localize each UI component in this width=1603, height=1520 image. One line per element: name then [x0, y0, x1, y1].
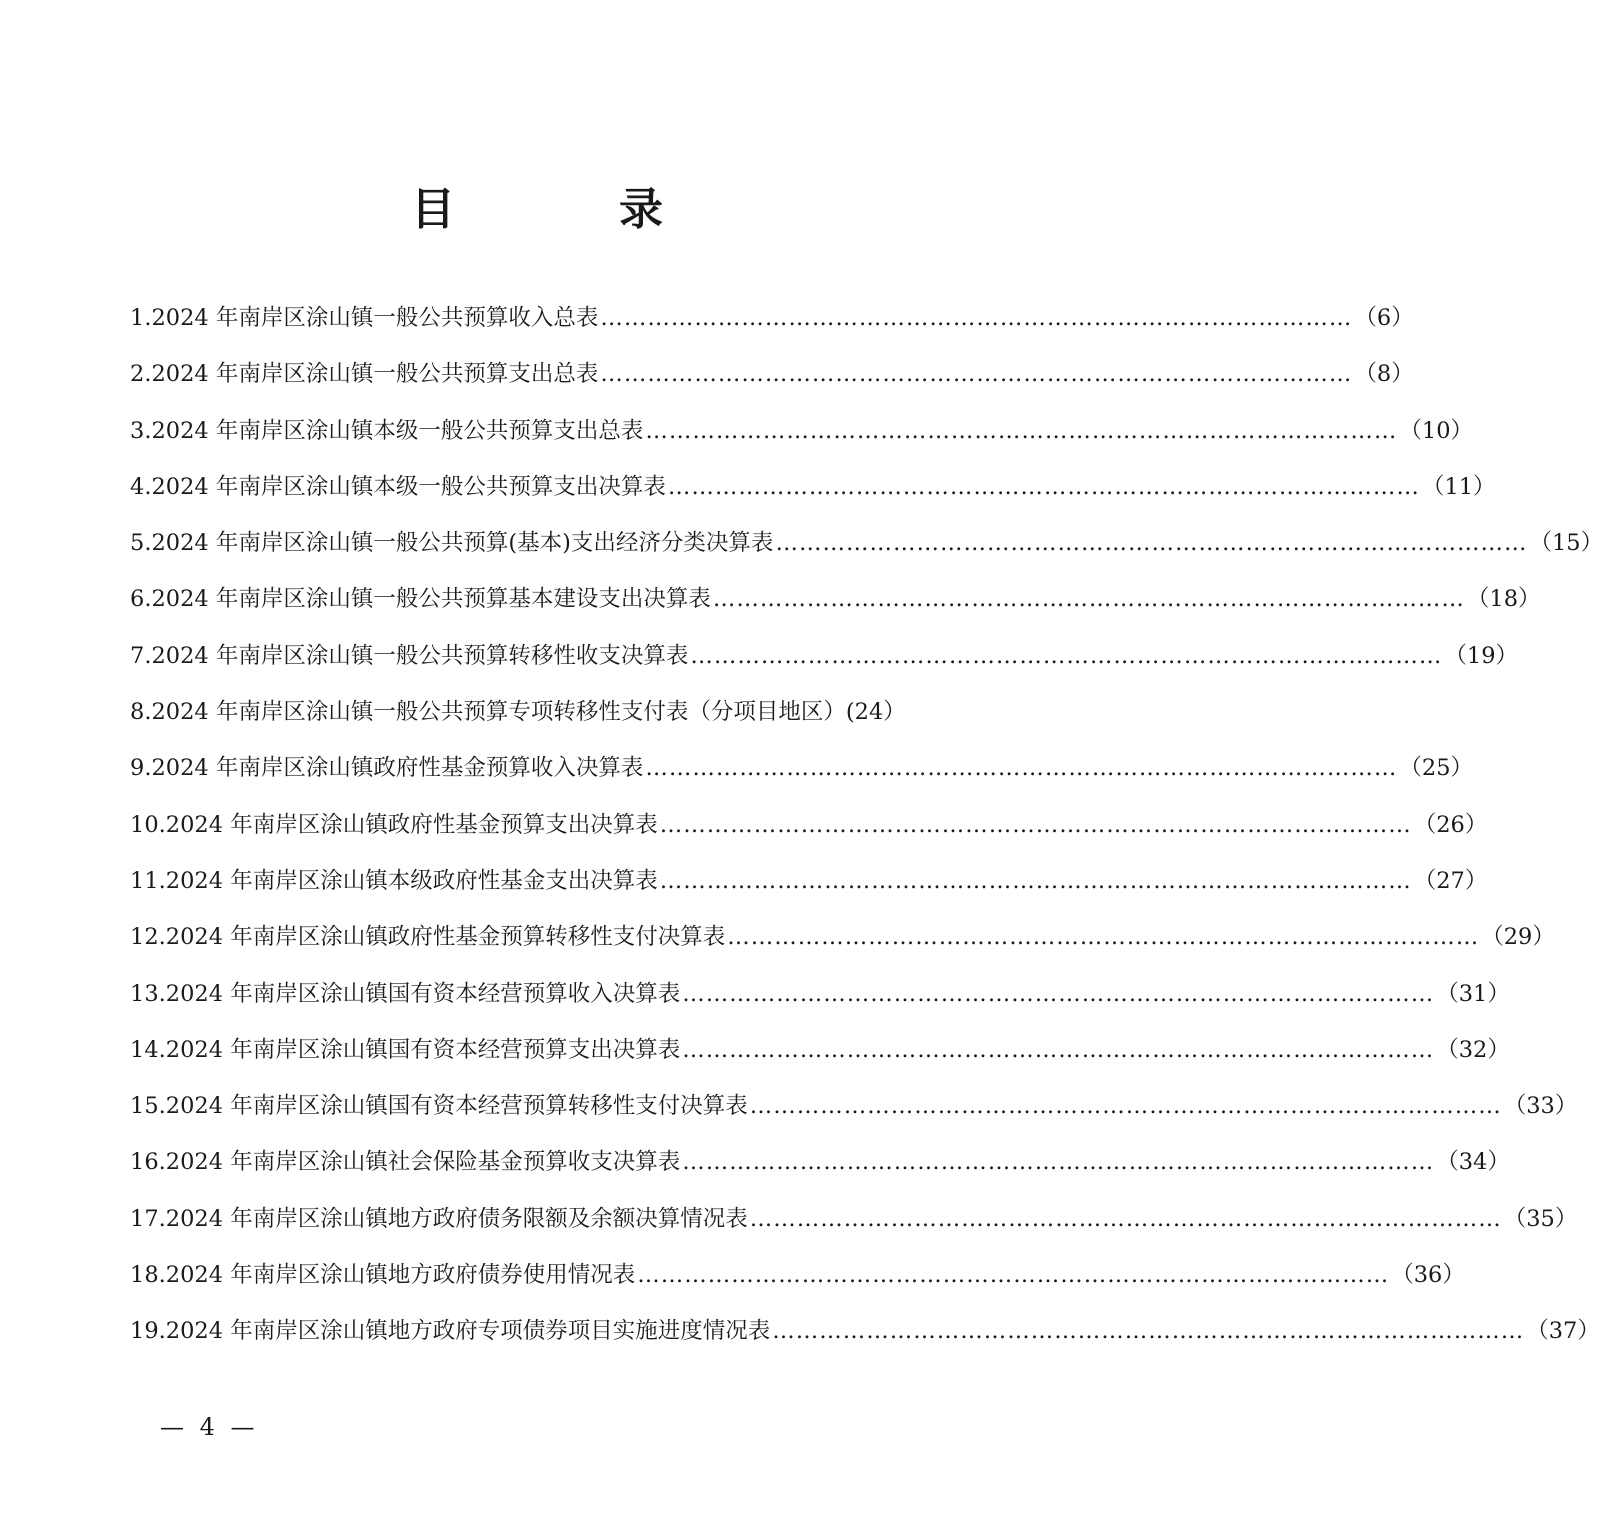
toc-entry	[130, 403, 1474, 459]
toc-page-number: （37）	[1526, 1318, 1600, 1345]
toc-entry	[130, 684, 950, 740]
toc-page-number: （35）	[1503, 1205, 1578, 1232]
table-of-contents	[130, 290, 1603, 1360]
toc-entry	[130, 1247, 1465, 1303]
toc-entry-title: 6.2024 年南岸区涂山镇一般公共预算基本建设支出决算表	[130, 586, 711, 613]
toc-dot-leader: ……………………………………………………………………………………	[637, 1262, 1390, 1289]
toc-page-number: （10）	[1399, 417, 1474, 444]
toc-entry-title: 4.2024 年南岸区涂山镇本级一般公共预算支出决算表	[130, 473, 666, 500]
toc-page-number: （6）	[1354, 305, 1414, 331]
toc-page-number: （8）	[1354, 361, 1414, 388]
toc-page-number: （32）	[1436, 1036, 1510, 1063]
toc-dot-leader: ……………………………………………………………………………………	[659, 811, 1412, 838]
toc-page-number: (24）	[845, 699, 906, 726]
toc-entry-title: 13.2024 年南岸区涂山镇国有资本经营预算收入决算表	[130, 980, 681, 1007]
toc-entry-title: 9.2024 年南岸区涂山镇政府性基金预算收入决算表	[130, 755, 644, 782]
toc-page-number: （31）	[1436, 980, 1510, 1007]
toc-entry-title: 16.2024 年南岸区涂山镇社会保险基金预算收支决算表	[130, 1149, 681, 1176]
toc-entry-title: 12.2024 年南岸区涂山镇政府性基金预算转移性支付决算表	[130, 924, 726, 951]
toc-entry	[130, 966, 1510, 1022]
toc-entry	[130, 1303, 1600, 1359]
toc-page-number: （15）	[1529, 530, 1603, 557]
toc-dot-leader: ……………………………………………………………………………………	[682, 980, 1435, 1007]
toc-page-number: （26）	[1413, 811, 1488, 838]
toc-entry-title: 19.2024 年南岸区涂山镇地方政府专项债券项目实施进度情况表	[130, 1318, 771, 1345]
toc-page-number: （18）	[1466, 586, 1541, 613]
toc-entry	[130, 290, 1414, 346]
toc-entry-title: 3.2024 年南岸区涂山镇本级一般公共预算支出总表	[130, 417, 644, 444]
toc-dot-leader: ……………………………………………………………………………………	[775, 530, 1528, 557]
toc-entry	[130, 1022, 1510, 1078]
toc-entry	[130, 1191, 1578, 1247]
toc-entry	[130, 740, 1474, 796]
footer-page-number: — 4 —	[160, 1413, 259, 1441]
toc-dot-leader: ……………………………………………………………………………………	[682, 1036, 1435, 1063]
toc-dot-leader: ……………………………………………………………………………………	[600, 361, 1353, 388]
toc-dot-leader: ……………………………………………………………………………………	[645, 755, 1398, 782]
page-title: 目 录	[411, 184, 723, 235]
toc-page-number: （19）	[1444, 642, 1519, 669]
toc-entry	[130, 853, 1488, 909]
toc-page-number: （33）	[1503, 1093, 1578, 1120]
toc-entry-title: 8.2024 年南岸区涂山镇一般公共预算专项转移性支付表（分项目地区）	[130, 699, 846, 726]
toc-entry-title: 7.2024 年南岸区涂山镇一般公共预算转移性收支决算表	[130, 642, 689, 669]
toc-dot-leader: ……………………………………………………………………………………	[749, 1093, 1502, 1120]
toc-page-number: （25）	[1399, 755, 1474, 782]
toc-entry	[130, 909, 1555, 965]
toc-entry-title: 15.2024 年南岸区涂山镇国有资本经营预算转移性支付决算表	[130, 1093, 748, 1120]
toc-page-number: （11）	[1421, 473, 1496, 500]
toc-entry	[130, 571, 1541, 627]
toc-entry-title: 11.2024 年南岸区涂山镇本级政府性基金支出决算表	[130, 867, 658, 894]
toc-page-number: （34）	[1436, 1149, 1510, 1176]
toc-entry-title: 2.2024 年南岸区涂山镇一般公共预算支出总表	[130, 361, 599, 388]
toc-entry-title: 1.2024 年南岸区涂山镇一般公共预算收入总表	[130, 305, 599, 331]
toc-page-number: （29）	[1481, 924, 1555, 951]
toc-dot-leader: ……………………………………………………………………………………	[690, 642, 1443, 669]
toc-dot-leader: ……………………………………………………………………………………	[772, 1318, 1525, 1345]
toc-page-number: （27）	[1413, 867, 1488, 894]
toc-entry	[130, 1078, 1578, 1134]
toc-entry-title: 14.2024 年南岸区涂山镇国有资本经营预算支出决算表	[130, 1036, 681, 1063]
toc-entry-title: 18.2024 年南岸区涂山镇地方政府债券使用情况表	[130, 1262, 636, 1289]
toc-dot-leader: ……………………………………………………………………………………	[659, 867, 1412, 894]
toc-entry	[130, 628, 1519, 684]
toc-entry	[130, 1134, 1510, 1190]
toc-dot-leader: ……………………………………………………………………………………	[645, 417, 1398, 444]
toc-entry	[130, 459, 1496, 515]
toc-dot-leader: ……………………………………………………………………………………	[600, 305, 1353, 331]
toc-entry	[130, 515, 1603, 571]
toc-dot-leader: ……………………………………………………………………………………	[749, 1205, 1502, 1232]
toc-entry-title: 10.2024 年南岸区涂山镇政府性基金预算支出决算表	[130, 811, 658, 838]
toc-dot-leader: ……………………………………………………………………………………	[667, 473, 1420, 500]
toc-entry	[130, 346, 1414, 402]
toc-dot-leader: ……………………………………………………………………………………	[712, 586, 1465, 613]
toc-page-number: （36）	[1391, 1262, 1465, 1289]
toc-dot-leader: ……………………………………………………………………………………	[682, 1149, 1435, 1176]
toc-entry-title: 5.2024 年南岸区涂山镇一般公共预算(基本)支出经济分类决算表	[130, 530, 774, 557]
toc-entry-title: 17.2024 年南岸区涂山镇地方政府债务限额及余额决算情况表	[130, 1205, 748, 1232]
toc-dot-leader: ……………………………………………………………………………………	[727, 924, 1480, 951]
toc-entry	[130, 797, 1488, 853]
